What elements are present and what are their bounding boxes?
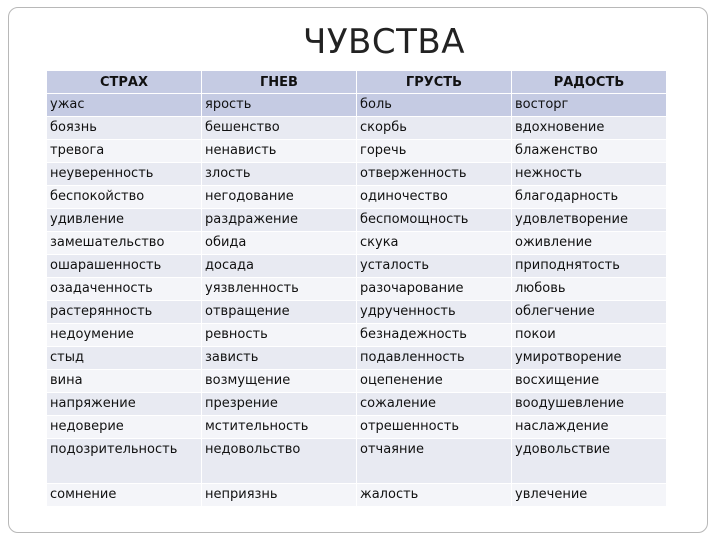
table-cell-sadness: усталость (357, 255, 512, 278)
table-row (47, 255, 667, 278)
table-cell-joy: воодушевление (512, 393, 667, 416)
table-row (47, 439, 667, 484)
table-cell-anger: ярость (202, 94, 357, 117)
table-cell-fear: сомнение (47, 484, 202, 507)
table-cell-fear: боязнь (47, 117, 202, 140)
table-cell-sadness: одиночество (357, 186, 512, 209)
table-cell-fear: ужас (47, 94, 202, 117)
table-row (47, 301, 667, 324)
table-cell-anger: злость (202, 163, 357, 186)
table-cell-fear: растерянность (47, 301, 202, 324)
table-cell-sadness: оцепенение (357, 370, 512, 393)
table-cell-joy: увлечение (512, 484, 667, 507)
table-cell-fear: тревога (47, 140, 202, 163)
table-cell-joy: блаженство (512, 140, 667, 163)
table-row (47, 232, 667, 255)
table-cell-sadness: разочарование (357, 278, 512, 301)
table-cell-joy: умиротворение (512, 347, 667, 370)
table-cell-fear: неуверенность (47, 163, 202, 186)
table-cell-anger: обида (202, 232, 357, 255)
table-cell-joy: восторг (512, 94, 667, 117)
table-cell-fear: стыд (47, 347, 202, 370)
page-title: ЧУВСТВА (303, 22, 465, 62)
table-cell-joy: восхищение (512, 370, 667, 393)
table-cell-sadness: удрученность (357, 301, 512, 324)
table-cell-sadness: беспомощность (357, 209, 512, 232)
table-cell-anger: раздражение (202, 209, 357, 232)
table-cell-sadness: подавленность (357, 347, 512, 370)
table-cell-anger: презрение (202, 393, 357, 416)
table-cell-anger: ненависть (202, 140, 357, 163)
table-row (47, 278, 667, 301)
table-cell-fear: удивление (47, 209, 202, 232)
table-body (47, 94, 667, 507)
table-cell-joy: приподнятость (512, 255, 667, 278)
table-cell-fear: недоумение (47, 324, 202, 347)
table-cell-sadness: отчаяние (357, 439, 512, 484)
table-cell-fear: беспокойство (47, 186, 202, 209)
table-cell-fear: вина (47, 370, 202, 393)
header-sadness: ГРУСТЬ (357, 71, 512, 94)
table-cell-joy: наслаждение (512, 416, 667, 439)
table-row (47, 416, 667, 439)
table-header-row (47, 71, 667, 94)
table-cell-joy: оживление (512, 232, 667, 255)
table-row (47, 94, 667, 117)
header-anger: ГНЕВ (202, 71, 357, 94)
table-cell-sadness: скука (357, 232, 512, 255)
table-cell-sadness: боль (357, 94, 512, 117)
table-cell-anger: возмущение (202, 370, 357, 393)
table-cell-joy: благодарность (512, 186, 667, 209)
table-cell-sadness: безнадежность (357, 324, 512, 347)
table-cell-anger: недовольство (202, 439, 357, 484)
table-row (47, 347, 667, 370)
table-row (47, 117, 667, 140)
table-cell-anger: мстительность (202, 416, 357, 439)
table-cell-fear: недоверие (47, 416, 202, 439)
table-cell-fear: замешательство (47, 232, 202, 255)
table-cell-joy: покои (512, 324, 667, 347)
table-row (47, 370, 667, 393)
header-fear: СТРАХ (47, 71, 202, 94)
table-cell-anger: неприязнь (202, 484, 357, 507)
header-joy: РАДОСТЬ (512, 71, 667, 94)
table-cell-anger: отвращение (202, 301, 357, 324)
table-row (47, 209, 667, 232)
table-row (47, 186, 667, 209)
table-row (47, 163, 667, 186)
table-cell-anger: бешенство (202, 117, 357, 140)
table-row (47, 393, 667, 416)
table-cell-joy: нежность (512, 163, 667, 186)
table-cell-joy: удовольствие (512, 439, 667, 484)
table-cell-sadness: скорбь (357, 117, 512, 140)
table-cell-sadness: жалость (357, 484, 512, 507)
table-cell-anger: негодование (202, 186, 357, 209)
table-cell-anger: досада (202, 255, 357, 278)
table-cell-joy: удовлетворение (512, 209, 667, 232)
feelings-table (46, 70, 667, 507)
table-cell-sadness: отрешенность (357, 416, 512, 439)
table-row (47, 484, 667, 507)
table-cell-sadness: горечь (357, 140, 512, 163)
table-cell-fear: ошарашенность (47, 255, 202, 278)
table-row (47, 324, 667, 347)
table-cell-sadness: сожаление (357, 393, 512, 416)
table-cell-joy: любовь (512, 278, 667, 301)
table-cell-sadness: отверженность (357, 163, 512, 186)
table-cell-anger: ревность (202, 324, 357, 347)
table-cell-fear: подозрительность (47, 439, 202, 484)
table-cell-fear: напряжение (47, 393, 202, 416)
table-cell-joy: облегчение (512, 301, 667, 324)
table-cell-fear: озадаченность (47, 278, 202, 301)
table-cell-joy: вдохновение (512, 117, 667, 140)
table-cell-anger: зависть (202, 347, 357, 370)
table-row (47, 140, 667, 163)
table-cell-anger: уязвленность (202, 278, 357, 301)
